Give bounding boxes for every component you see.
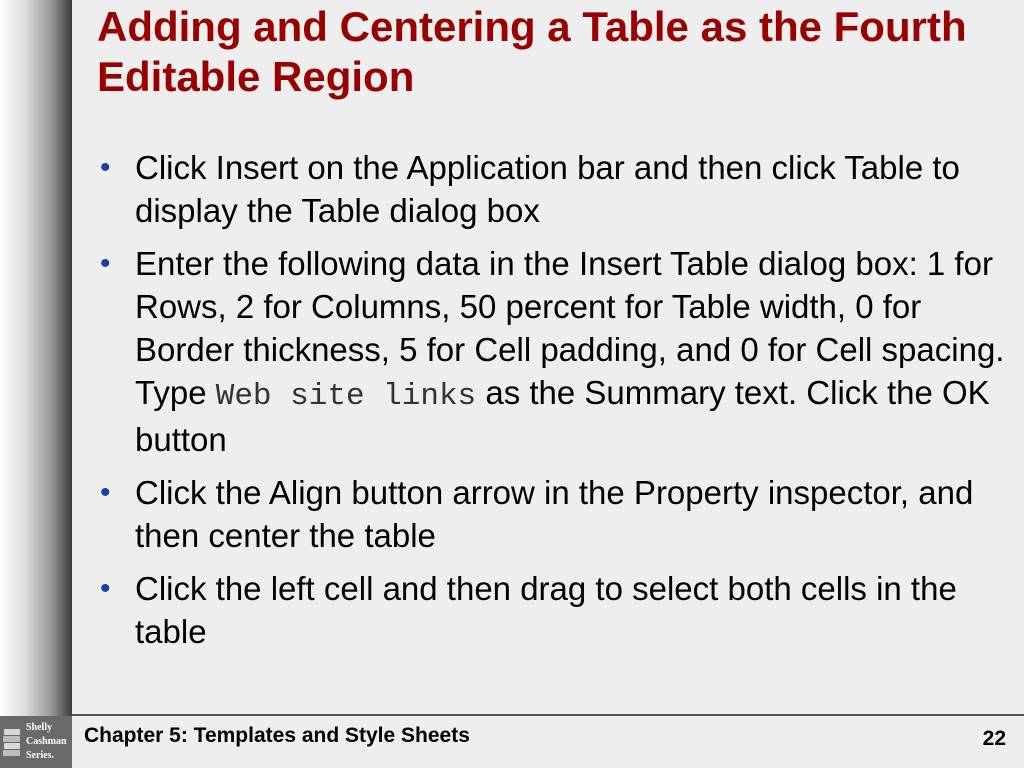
bullet-text-2-before: Enter the following data in the Insert Table dialog box: 1 for Rows, 2 for Columns, 50 percent for Table width, 0 for Border thickness, 5 for Cell padding, and 0 for Cell spacing. Type — [135, 245, 1005, 411]
bullet-icon: • — [100, 572, 111, 605]
bullet-text-2 — [135, 245, 1004, 458]
footer-divider — [72, 714, 1024, 716]
bullet-icon: • — [100, 247, 111, 280]
footer-chapter-title: Chapter 5: Templates and Style Sheets — [84, 724, 470, 747]
bullet-item-2 — [100, 242, 1010, 461]
bullet-icon: • — [100, 476, 111, 509]
slide-title: Adding and Centering a Table as the Fourth Editable Region — [97, 3, 967, 100]
logo-text — [26, 721, 67, 763]
logo-line-2: Cashman — [26, 736, 67, 747]
page-number: 22 — [982, 727, 1006, 750]
summary-code-text: Web site links — [215, 379, 477, 414]
logo-line-3: Series. — [26, 750, 55, 761]
bullet-item-4 — [100, 567, 1010, 653]
bullet-item-3 — [100, 471, 1010, 557]
bullet-text-3: Click the Align button arrow in the Property inspector, and then center the table — [135, 474, 974, 554]
shelly-cashman-logo — [0, 716, 72, 768]
bullet-icon: • — [100, 151, 111, 184]
left-gradient-band — [0, 0, 72, 716]
bullet-text-1: Click Insert on the Application bar and then click Table to display the Table dialog box — [135, 149, 960, 229]
bullet-list — [100, 146, 1010, 663]
bullet-item-1 — [100, 146, 1010, 232]
books-icon — [3, 728, 21, 758]
bullet-text-4: Click the left cell and then drag to select both cells in the table — [135, 570, 957, 650]
logo-line-1: Shelly — [26, 722, 53, 733]
bullet-text-2-after: as the Summary text. Click the OK button — [135, 374, 990, 458]
